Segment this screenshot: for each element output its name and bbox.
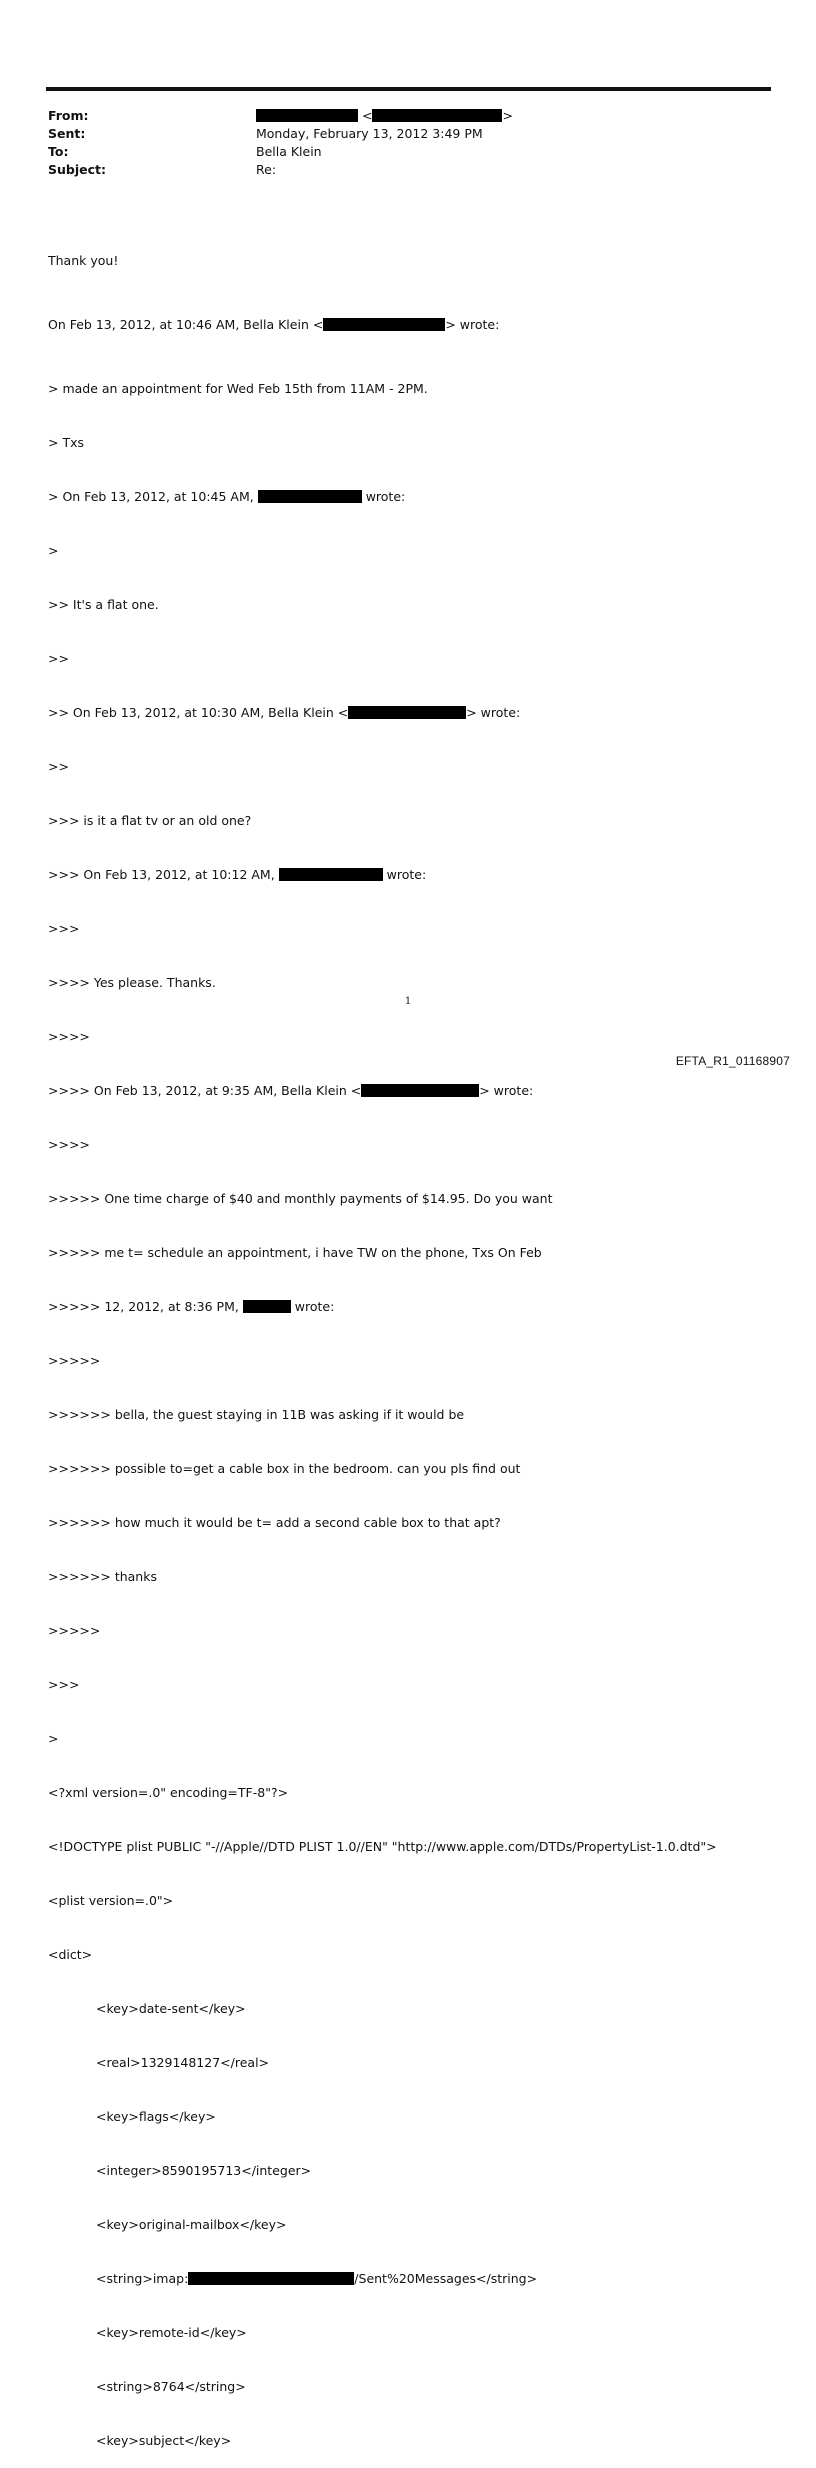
body-line: >>>> Yes please. Thanks. <box>48 975 216 990</box>
redaction <box>323 318 445 331</box>
redaction <box>258 490 362 503</box>
bates-number: EFTA_R1_01168907 <box>675 1054 790 1068</box>
sent-label: Sent: <box>48 126 86 141</box>
body-line: >> It's a flat one. <box>48 597 159 612</box>
body-line <box>48 1298 788 1316</box>
body-text: wrote: <box>382 867 427 882</box>
body-line: >>> is it a flat tv or an old one? <box>48 813 252 828</box>
redaction <box>279 868 383 881</box>
email-body <box>48 216 788 2468</box>
body-text: > wrote: <box>445 317 500 332</box>
body-line: >>>>> One time charge of $40 and monthly payments of $14.95. Do you want <box>48 1191 553 1206</box>
sent-value: Monday, February 13, 2012 3:49 PM <box>256 126 483 141</box>
email-header <box>48 107 788 187</box>
body-line <box>48 1082 788 1100</box>
xml-line: <string>8764</string> <box>96 2379 246 2394</box>
body-line: >>> <box>48 1677 80 1692</box>
body-line: > <box>48 1731 59 1746</box>
xml-line: <key>flags</key> <box>96 2109 216 2124</box>
xml-line <box>48 2270 788 2288</box>
redaction <box>348 706 466 719</box>
from-value <box>256 107 513 125</box>
body-line: >> <box>48 651 69 666</box>
redaction <box>372 109 502 122</box>
from-label: From: <box>48 108 89 123</box>
body-text: >>> On Feb 13, 2012, at 10:12 AM, <box>48 867 279 882</box>
body-line <box>48 488 788 506</box>
body-line: >>>>>> bella, the guest staying in 11B was asking if it would be <box>48 1407 465 1422</box>
redaction <box>243 1300 291 1313</box>
body-text: wrote: <box>290 1299 335 1314</box>
xml-line: <real>1329148127</real> <box>96 2055 270 2070</box>
header-rule <box>46 87 771 91</box>
from-bracket-open: < <box>361 108 373 123</box>
body-text: <string>imap: <box>96 2271 189 2286</box>
body-line: >>>>>> thanks <box>48 1569 157 1584</box>
body-text: > wrote: <box>479 1083 534 1098</box>
body-line: > <box>48 543 59 558</box>
redaction <box>361 1084 479 1097</box>
body-line <box>48 316 788 344</box>
body-text: On Feb 13, 2012, at 10:46 AM, Bella Klein < <box>48 317 324 332</box>
xml-line: <!DOCTYPE plist PUBLIC "-//Apple//DTD PLIST 1.0//EN" "http://www.apple.com/DTDs/PropertyList-1.0.dtd"> <box>48 1839 717 1854</box>
body-line: Thank you! <box>48 253 119 268</box>
xml-line: <key>remote-id</key> <box>96 2325 247 2340</box>
body-line: >>> <box>48 921 80 936</box>
to-value: Bella Klein <box>256 144 322 159</box>
xml-line: <key>original-mailbox</key> <box>96 2217 287 2232</box>
body-text: >>>>> 12, 2012, at 8:36 PM, <box>48 1299 243 1314</box>
from-bracket-close: > <box>502 108 513 123</box>
body-line: >>>> <box>48 1137 90 1152</box>
xml-line: <key>date-sent</key> <box>96 2001 246 2016</box>
redaction <box>188 2272 354 2285</box>
body-line: > Txs <box>48 435 84 450</box>
body-line: >>>>> <box>48 1353 101 1368</box>
body-text: >>>> On Feb 13, 2012, at 9:35 AM, Bella Klein < <box>48 1083 362 1098</box>
xml-line: <plist version=.0"> <box>48 1893 174 1908</box>
body-line: >> <box>48 759 69 774</box>
body-line: > made an appointment for Wed Feb 15th from 11AM - 2PM. <box>48 381 428 396</box>
subject-value: Re: <box>256 162 277 177</box>
body-text: /Sent%20Messages</string> <box>354 2271 538 2286</box>
xml-line: <?xml version=.0" encoding=TF-8"?> <box>48 1785 289 1800</box>
to-label: To: <box>48 144 69 159</box>
xml-line: <dict> <box>48 1947 93 1962</box>
subject-label: Subject: <box>48 162 106 177</box>
body-line: >>>> <box>48 1029 90 1044</box>
body-text: > On Feb 13, 2012, at 10:45 AM, <box>48 489 258 504</box>
body-line: >>>>>> possible to=get a cable box in the bedroom. can you pls find out <box>48 1461 521 1476</box>
body-line: >>>>>> how much it would be t= add a second cable box to that apt? <box>48 1515 501 1530</box>
page-number: 1 <box>404 996 412 1007</box>
body-line: >>>>> <box>48 1623 101 1638</box>
body-line <box>48 866 788 884</box>
xml-line: <integer>8590195713</integer> <box>96 2163 312 2178</box>
body-text: > wrote: <box>466 705 521 720</box>
body-text: wrote: <box>361 489 406 504</box>
body-line <box>48 704 788 722</box>
xml-line: <key>subject</key> <box>96 2433 232 2448</box>
body-text: >> On Feb 13, 2012, at 10:30 AM, Bella Klein < <box>48 705 349 720</box>
body-line: >>>>> me t= schedule an appointment, i have TW on the phone, Txs On Feb <box>48 1245 542 1260</box>
redaction <box>256 109 358 122</box>
